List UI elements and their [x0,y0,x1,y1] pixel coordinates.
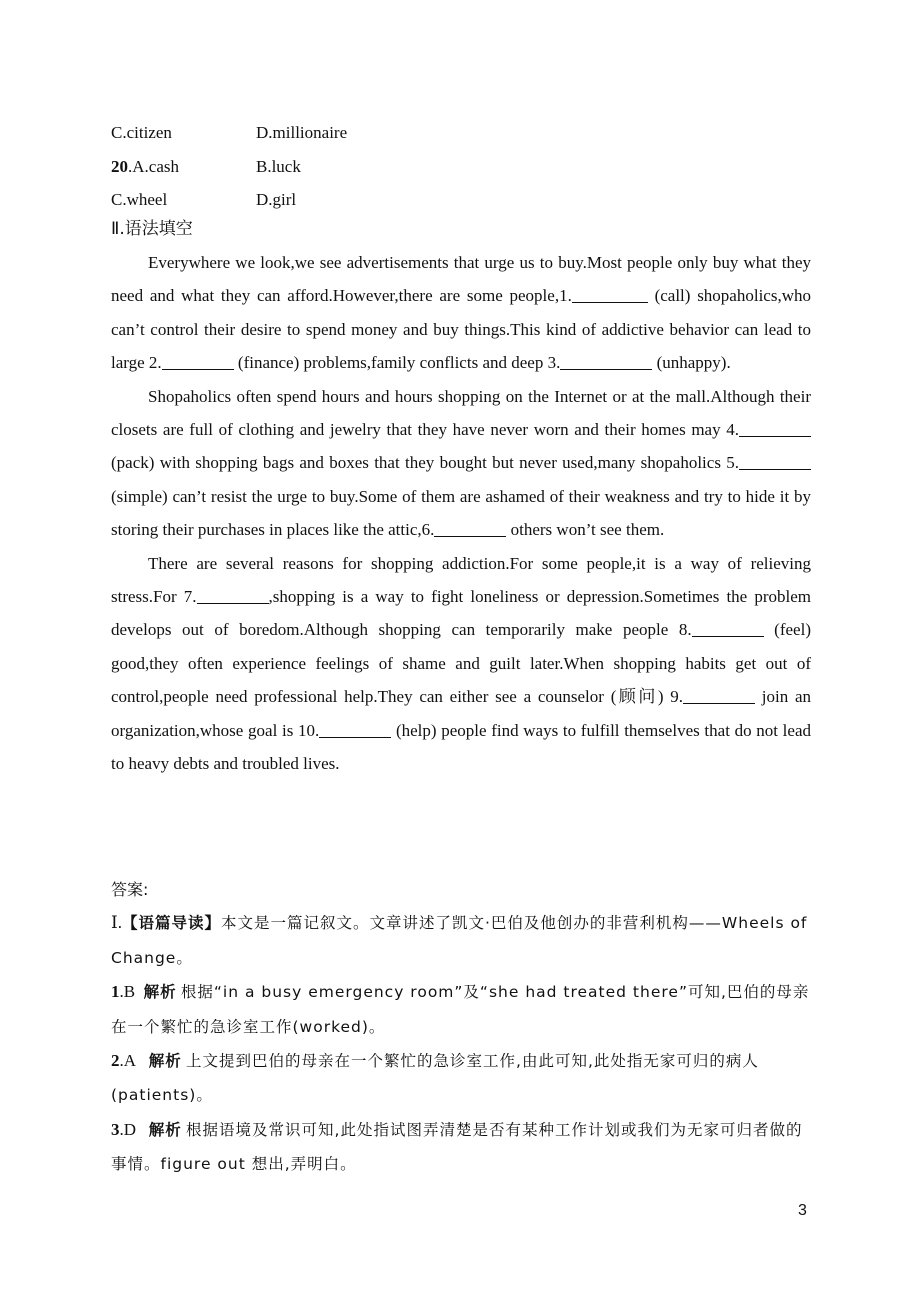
answer-label: 答案: [111,880,149,899]
answer-number: 1 [111,982,120,1002]
passage-paragraph [111,380,811,547]
option-row [111,116,347,150]
question-number: 20 [111,156,128,176]
passage-text: (call) shopaholics,who can’t control their desire to spend money and buy things.This kind of addictive behavior can lead to large 2. [111,286,811,373]
option-d: D.millionaire [256,123,348,142]
answer-item [111,975,811,1044]
passage-text: (unhappy). [652,353,731,373]
answer-number: 2 [111,1051,120,1071]
section-number: Ⅰ. [111,913,122,933]
passage-paragraph [111,547,811,781]
answer-item [111,1113,811,1182]
analysis-tag: 解析 [143,983,177,1002]
passage-text: There are several reasons for shopping addiction.For some people,it is a way of relieving stress.For 7. [111,553,811,607]
option-a [111,150,256,184]
option-row [111,183,347,217]
answer-options [111,116,347,217]
blank-6 [434,519,506,537]
answer-letter: .B [119,982,136,1002]
blank-2 [162,352,234,370]
analysis-text: 根据语境及常识可知,此处指试图弄清楚是否有某种工作计划或我们为无家可归者做的事情。figure out 想出,弄明白。 [111,1120,803,1174]
analysis-tag: 解析 [148,1052,182,1071]
passage-text: (help) people find ways to fulfill themselves that do not lead to heavy debts and troubled lives. [111,720,811,774]
reading-guide-text: 本文是一篇记叙文。文章讲述了凯文·巴伯及他创办的非营利机构——Wheels of Change。 [111,914,808,967]
passage-text: ,shopping is a way to fight loneliness or depression.Sometimes the problem develops out of boredom.Although shopping can temporarily make people 8. [111,587,811,640]
option-a-text: .A.cash [128,156,179,176]
option-b: B.luck [256,156,301,176]
blank-1 [572,285,648,303]
reading-guide [111,906,811,975]
blank-3 [560,352,652,370]
blank-8 [692,619,764,637]
blank-7 [197,586,269,604]
passage-paragraph [111,246,811,380]
blank-4 [739,419,811,437]
option-c: C.wheel [111,190,168,209]
analysis-text: 上文提到巴伯的母亲在一个繁忙的急诊室工作,由此可知,此处指无家可归的病人(patients)。 [111,1052,759,1105]
option-d: D.girl [256,190,297,209]
answer-letter: .A [119,1051,137,1071]
option-c: C.citizen [111,123,172,142]
answer-key [111,873,811,1182]
passage-text: Shopaholics often spend hours and hours shopping on the Internet or at the mall.Although their closets are full of clothing and jewelry that they have never worn and their homes may 4. [111,386,811,440]
analysis-text: 根据“in a busy emergency room”及“she had treated there”可知,巴伯的母亲在一个繁忙的急诊室工作(worked)。 [111,983,810,1036]
analysis-tag: 解析 [148,1120,182,1139]
answer-item [111,1044,811,1113]
passage-text: (finance) problems,family conflicts and deep 3. [233,353,561,373]
blank-5 [739,452,811,470]
section-title: Ⅱ.语法填空 [111,219,193,239]
blank-9 [683,686,755,704]
grammar-passage [111,246,811,781]
answer-number: 3 [111,1119,120,1139]
passage-text: (feel) good,they often experience feelings of shame and guilt later.When shopping habits get out of control,people need professional help.They can either see a counselor (顾问) 9. [111,620,811,707]
page-number: 3 [798,1202,807,1219]
passage-text: (simple) can’t resist the urge to buy.Some of them are ashamed of their weakness and try to hide it by storing their purchases in places like the attic,6. [111,486,811,540]
passage-text: others won’t see them. [506,520,665,540]
answer-letter: .D [119,1119,137,1139]
reading-guide-tag: 【语篇导读】 [121,914,221,933]
blank-10 [319,720,391,738]
passage-text: (pack) with shopping bags and boxes that they bought but never used,many shopaholics 5. [111,453,739,473]
passage-text: join an organization,whose goal is 10. [111,687,811,740]
option-row [111,150,347,184]
passage-text: Everywhere we look,we see advertisements that urge us to buy.Most people only buy what they need and what they can afford.However,there are some people,1. [111,253,811,306]
